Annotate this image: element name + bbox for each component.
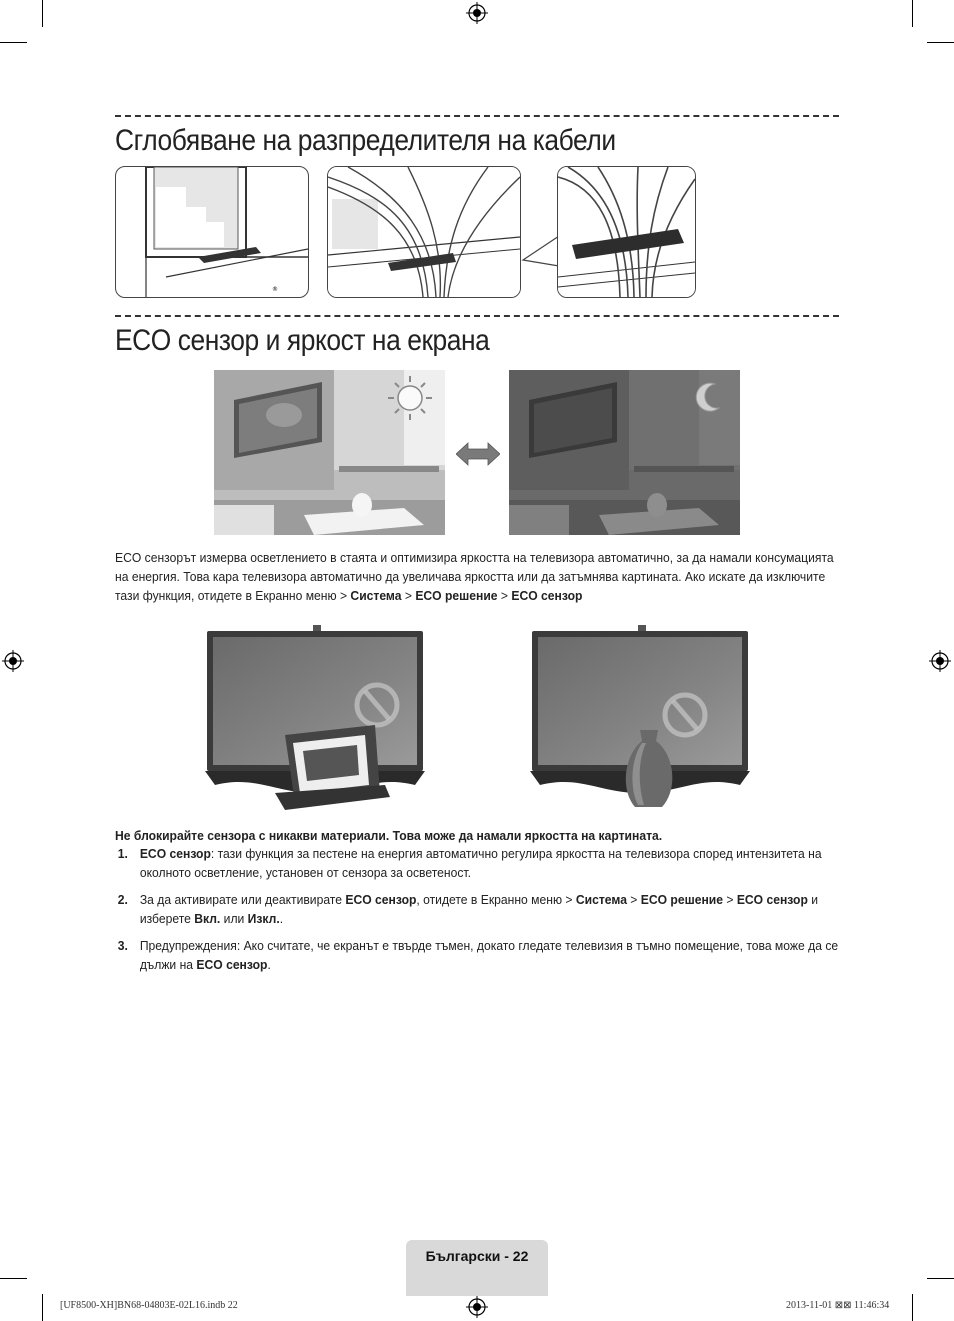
section-divider <box>115 315 839 317</box>
eco-intro-paragraph <box>115 548 839 605</box>
registration-mark-icon <box>466 1296 488 1318</box>
page-label: Български - 22 <box>425 1248 529 1264</box>
section-title-eco-sensor: ECO сензор и яркост на екрана <box>115 324 490 357</box>
crop-mark <box>42 1294 43 1321</box>
tv-blocked-by-frame-illustration <box>205 625 425 810</box>
list-bold-term: Изкл. <box>247 910 280 926</box>
page-number-tab <box>406 1240 548 1296</box>
list-bold-term: ECO решение <box>640 892 723 907</box>
print-date-info: 2013-11-01 ⊠⊠ 11:46:34 <box>786 1300 890 1311</box>
cable-step-2-illustration <box>327 166 521 298</box>
registration-mark-icon <box>466 2 488 24</box>
list-item <box>115 937 839 974</box>
menu-eco-sensor: ECO сензор <box>511 588 583 603</box>
crop-mark <box>0 1278 27 1279</box>
list-text: > <box>722 892 737 907</box>
list-text: . <box>267 956 271 972</box>
cable-step-3-illustration <box>557 166 696 298</box>
menu-eco-solution: ECO решение <box>415 588 498 603</box>
eco-sensor-notes-list <box>115 845 839 983</box>
svg-text:®: ® <box>272 286 278 293</box>
section-divider <box>115 115 839 117</box>
print-file-info: [UF8500-XH]BN68-04803E-02L16.indb 22 <box>60 1300 238 1311</box>
list-text: : тази функция за пестене на енергия автоматично регулира яркостта на телевизора според интензитета на околното осветление, установен от сензора за осветеност. <box>139 846 822 880</box>
list-text: и изберете <box>139 892 819 926</box>
list-text: . <box>279 910 284 926</box>
list-text: или <box>220 910 248 926</box>
tv-blocked-by-vase-illustration <box>530 625 750 810</box>
separator: > <box>497 588 512 603</box>
list-bold-term: ECO сензор <box>196 956 268 972</box>
bright-room-photo <box>214 370 445 535</box>
double-arrow-icon <box>456 441 500 467</box>
list-text: , отидете в Екранно меню > <box>416 892 576 907</box>
list-bold-term: Система <box>575 892 627 907</box>
registration-mark-icon <box>929 650 951 672</box>
list-item <box>115 891 839 928</box>
crop-mark <box>0 42 27 43</box>
list-bold-term: ECO сензор <box>736 892 808 907</box>
warning-text: Не блокирайте сензора с никакви материали. Това може да намали яркостта на картината. <box>115 828 663 843</box>
menu-system: Система <box>350 588 402 603</box>
separator: > <box>401 588 416 603</box>
crop-mark <box>927 42 954 43</box>
cable-step-1-illustration <box>115 166 309 298</box>
list-number: 1. <box>117 846 128 861</box>
list-number: 2. <box>117 892 128 907</box>
list-bold-term: ECO сензор <box>139 846 211 861</box>
intro-text: ECO сензорът измерва осветлението в стаята и оптимизира яркостта на телевизора автоматично, за да намали консумацията на енергия. Това кара телевизора автоматично да увеличава яркостта или да затъмнява картината. Ако искате да изключите тази функция, отидете в Екранно меню > <box>115 550 834 603</box>
crop-mark <box>912 1294 913 1321</box>
list-text: > <box>626 892 641 907</box>
crop-mark <box>927 1278 954 1279</box>
dark-room-photo <box>509 370 740 535</box>
crop-mark <box>42 0 43 27</box>
list-bold-term: Вкл. <box>194 910 221 926</box>
list-bold-term: ECO сензор <box>345 892 417 907</box>
crop-mark <box>912 0 913 27</box>
list-item <box>115 845 839 882</box>
section-title-cable-manager: Сглобяване на разпределителя на кабели <box>115 124 616 157</box>
registration-mark-icon <box>2 650 24 672</box>
list-text: За да активирате или деактивирате <box>139 892 346 907</box>
list-text: Предупреждения: Ако считате, че екранът е твърде тъмен, докато гледате телевизия в тъмно помещение, това може да се дължи на <box>139 938 839 972</box>
callout-pointer <box>519 236 559 276</box>
list-number: 3. <box>117 938 128 953</box>
